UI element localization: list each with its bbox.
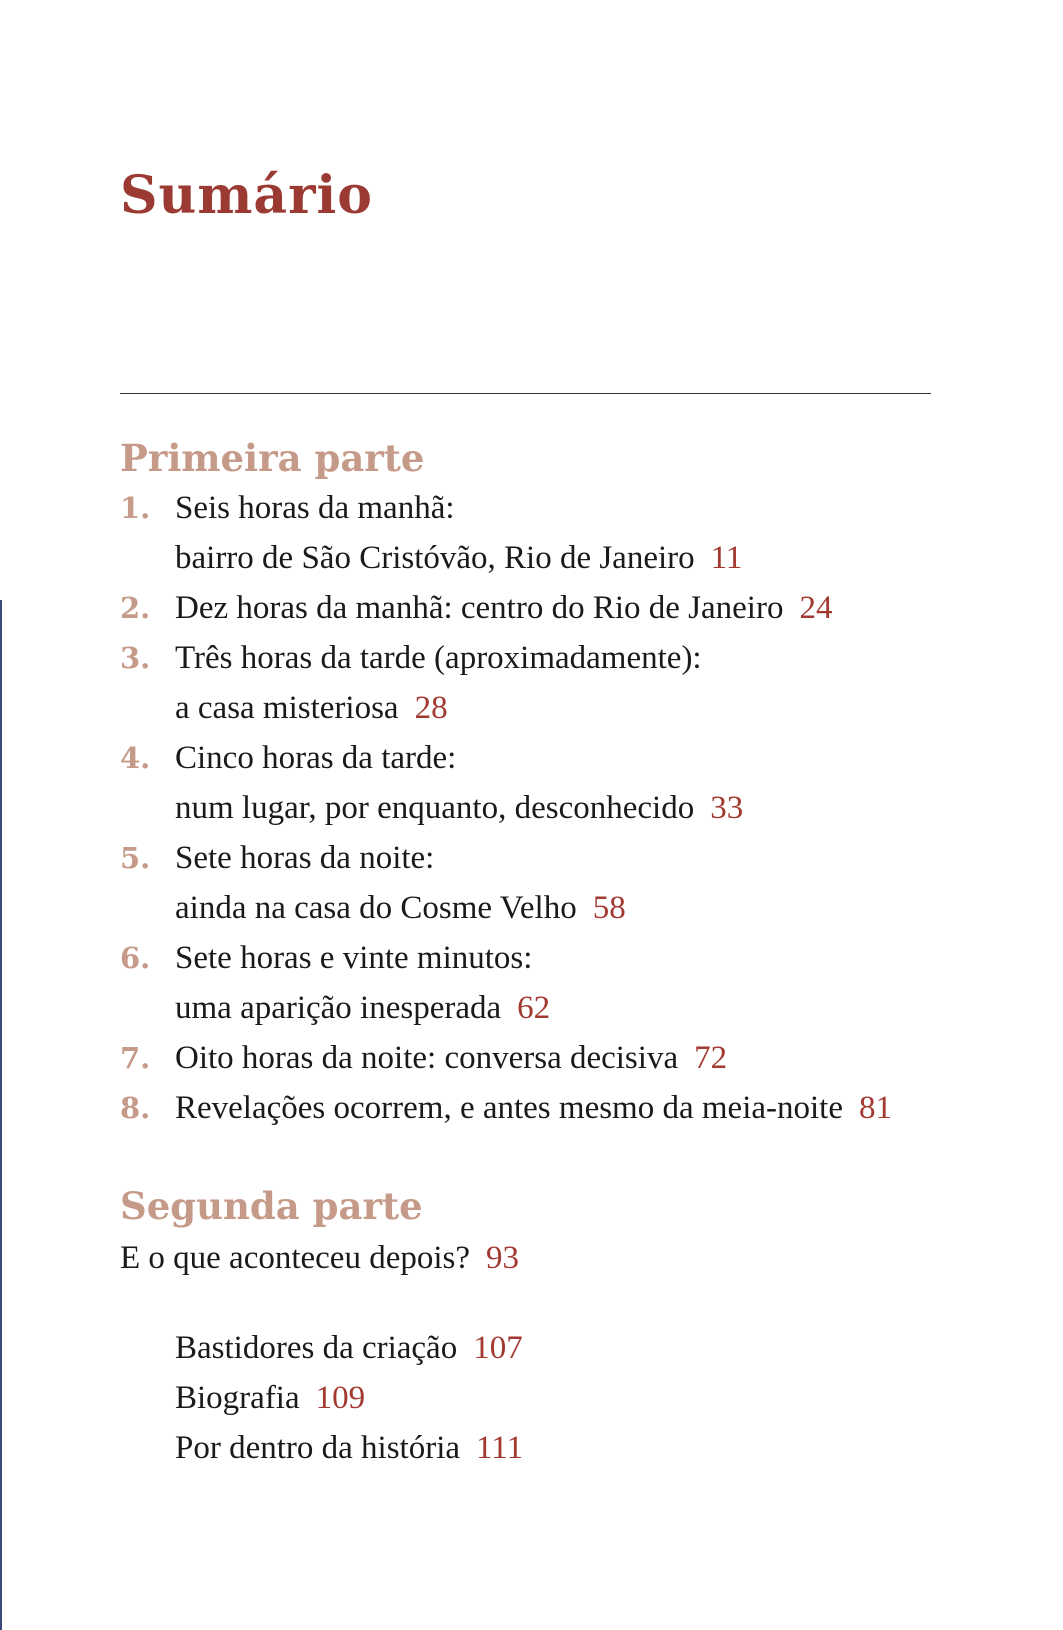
chapter-2-title: Dez horas da manhã: centro do Rio de Janeiro xyxy=(175,590,784,626)
chapter-8-number: 8. xyxy=(120,1091,151,1125)
chapter-5-entry[interactable] xyxy=(175,888,626,928)
extra-1-page: 107 xyxy=(473,1330,523,1366)
chapter-1-title-line1: Seis horas da manhã: xyxy=(175,490,455,526)
chapter-3-page: 28 xyxy=(414,690,448,726)
extra-3-title: Por dentro da história xyxy=(175,1430,461,1466)
extra-2-page: 109 xyxy=(315,1380,366,1416)
page-title: Sumário xyxy=(120,165,373,226)
chapter-8-entry[interactable] xyxy=(175,1088,892,1128)
extra-entry-3[interactable] xyxy=(175,1428,523,1468)
chapter-8-page: 81 xyxy=(858,1090,892,1126)
chapter-2-number: 2. xyxy=(120,591,151,625)
chapter-3-title-line1: Três horas da tarde (aproximadamente): xyxy=(175,640,702,676)
chapter-1-page: 11 xyxy=(710,540,743,576)
chapter-7-entry[interactable] xyxy=(175,1038,727,1078)
chapter-3-entry[interactable] xyxy=(175,688,448,728)
chapter-6-title-line1: Sete horas e vinte minutos: xyxy=(175,940,533,976)
extra-3-page: 111 xyxy=(476,1430,524,1466)
chapter-4-title-line2: num lugar, por enquanto, desconhecido xyxy=(175,790,695,826)
part-heading-2: Segunda parte xyxy=(120,1184,423,1228)
extra-entry-2[interactable] xyxy=(175,1378,365,1418)
part2-entry-title: E o que aconteceu depois? xyxy=(120,1240,471,1276)
part2-entry[interactable] xyxy=(120,1238,519,1278)
extra-2-title: Biografia xyxy=(175,1380,300,1416)
chapter-8-title: Revelações ocorrem, e antes mesmo da meia-noite xyxy=(175,1090,843,1126)
chapter-4-page: 33 xyxy=(710,790,744,826)
chapter-1-entry[interactable] xyxy=(175,538,742,578)
chapter-5-title-line2: ainda na casa do Cosme Velho xyxy=(175,890,577,926)
chapter-6-page: 62 xyxy=(517,990,551,1026)
chapter-5-number: 5. xyxy=(120,841,151,875)
extra-entry-1[interactable] xyxy=(175,1328,523,1368)
page-edge xyxy=(0,600,2,1630)
chapter-7-number: 7. xyxy=(120,1041,151,1075)
divider xyxy=(120,393,931,394)
chapter-1-title-line2: bairro de São Cristóvão, Rio de Janeiro xyxy=(175,540,695,576)
chapter-7-title: Oito horas da noite: conversa decisiva xyxy=(175,1040,679,1076)
chapter-1-number: 1. xyxy=(120,491,151,525)
chapter-4-number: 4. xyxy=(120,741,151,775)
extra-1-title: Bastidores da criação xyxy=(175,1330,458,1366)
part2-entry-page: 93 xyxy=(486,1240,520,1276)
part-heading-1: Primeira parte xyxy=(120,436,425,480)
chapter-6-entry[interactable] xyxy=(175,988,550,1028)
chapter-2-entry[interactable] xyxy=(175,588,832,628)
chapter-4-entry[interactable] xyxy=(175,788,743,828)
chapter-4-title-line1: Cinco horas da tarde: xyxy=(175,740,457,776)
chapter-2-page: 24 xyxy=(799,590,833,626)
chapter-7-page: 72 xyxy=(694,1040,728,1076)
chapter-6-title-line2: uma aparição inesperada xyxy=(175,990,502,1026)
chapter-3-title-line2: a casa misteriosa xyxy=(175,690,399,726)
chapter-6-number: 6. xyxy=(120,941,151,975)
chapter-3-number: 3. xyxy=(120,641,151,675)
chapter-5-page: 58 xyxy=(592,890,626,926)
chapter-5-title-line1: Sete horas da noite: xyxy=(175,840,435,876)
